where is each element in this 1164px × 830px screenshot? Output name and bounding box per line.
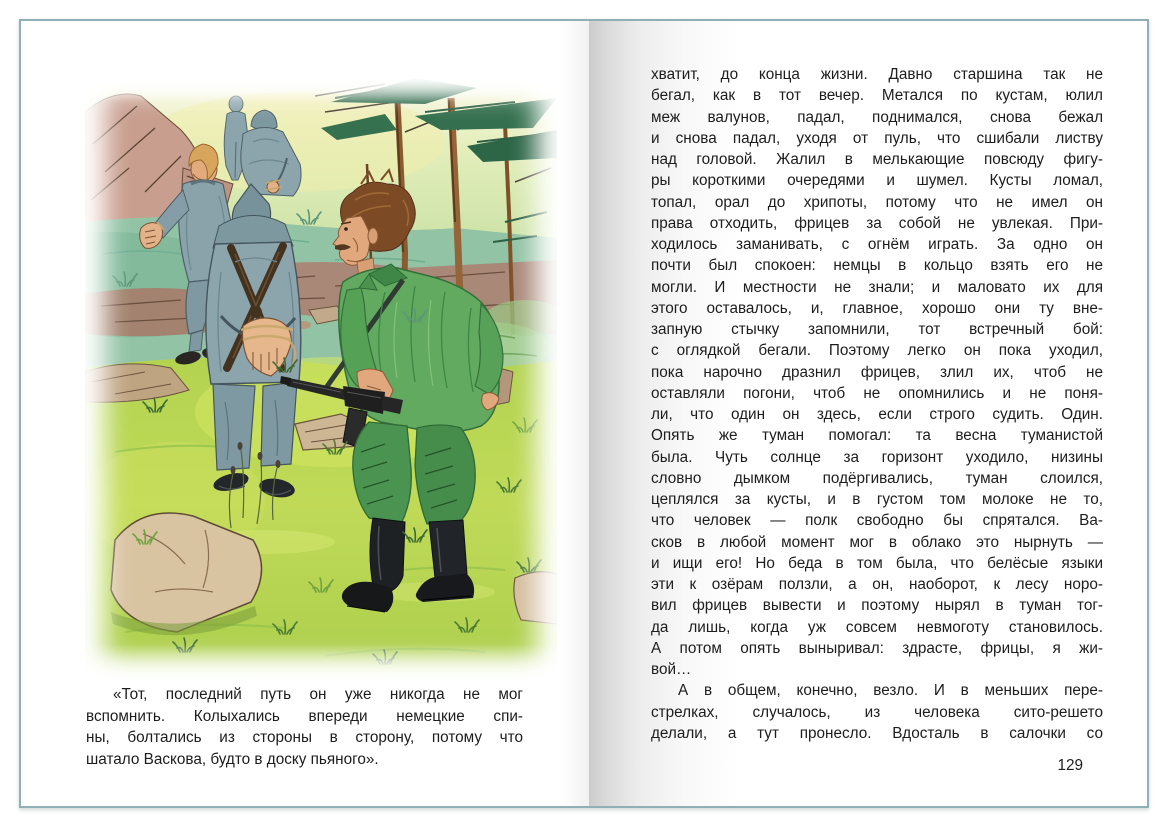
text-line: шатало Васкова, будто в доску пьяного». xyxy=(86,750,379,768)
text-line: «Тот, последний путь он уже никогда не мог xyxy=(113,686,523,703)
text-line: ходилось заманивать, с огнём играть. За одно он xyxy=(651,236,1103,253)
text-line: что человек — полк свободно бы спрятался. Ва- xyxy=(651,512,1103,530)
text-line: цеплялся за кусты, и в густом том молоке не то, xyxy=(651,491,1103,508)
text-line: меж валунов, падал, поднимался, снова бежал xyxy=(651,108,1103,126)
illustration-vaskov-escorting-prisoners xyxy=(85,72,557,682)
text-line: с оглядкой бегали. Поэтому легко он пока уходил, xyxy=(651,342,1103,360)
fade-bottom xyxy=(85,644,557,682)
text-line: топал, орал до хрипоты, потому что не имел он xyxy=(651,193,1103,211)
body-text xyxy=(651,64,1103,744)
text-line: словно дымком подёргивались, туман слоился, xyxy=(651,469,1103,487)
text-line: над головой. Жалил в мелькающие повсюду фигу- xyxy=(651,151,1103,168)
text-line: хватит, до конца жизни. Давно старшина так не xyxy=(651,66,1103,83)
text-line: и ищи его! Но беда в том была, что белёсые языки xyxy=(651,554,1103,572)
text-line: эти к озёрам ползли, а он, наоборот, к лесу норо- xyxy=(651,576,1103,593)
fade-top xyxy=(85,72,557,102)
text-line: этого оставалось, и, главное, хорошо они ту вне- xyxy=(651,299,1103,317)
text-line: ны, болтались из стороны в сторону, потому что xyxy=(86,729,523,746)
text-line: вспомнить. Колыхались впереди немецкие спи- xyxy=(86,707,523,725)
text-line: оставляли погони, чтоб не опомнились и не поня- xyxy=(651,384,1103,402)
text-line: стрелках, случалось, из человека сито-решето xyxy=(651,703,1103,721)
text-line: вой… xyxy=(651,661,692,678)
text-line: да лишь, когда уж совсем невмоготу становилось. xyxy=(651,618,1103,636)
book-spread xyxy=(19,19,1149,808)
text-line: Опять же туман помогал: та весна туманистой xyxy=(651,427,1103,445)
text-line: А в общем, конечно, везло. И в меньших пере- xyxy=(678,682,1103,700)
text-line: А потом опять выныривал: здрасте, фрицы, я жи- xyxy=(651,639,1103,657)
text-line: права отходить, фрицев за собой не увлекая. При- xyxy=(651,214,1103,232)
text-line: пока нарочно дразнил фрицев, злил их, чтоб не xyxy=(651,363,1103,381)
text-line: почти был спокоен: немцы в кольцо взять его не xyxy=(651,257,1103,275)
text-line: была. Чуть солнце за горизонт уходило, низины xyxy=(651,448,1103,466)
illustration-svg xyxy=(85,72,557,682)
illustration-caption xyxy=(86,684,523,770)
text-line: запную стычку запомнили, тот встречный бой: xyxy=(651,321,1103,338)
text-line: и снова падал, уходя от пуль, что сшибали листву xyxy=(651,129,1103,147)
text-line: сков в любой момент мог в облако это нырнуть — xyxy=(651,533,1103,551)
text-line: вил фрицев вывести и поэтому нырял в туман тог- xyxy=(651,597,1103,615)
text-line: ли, что один он здесь, если строго судить. Один. xyxy=(651,406,1103,423)
page-number: 129 xyxy=(1057,757,1083,774)
page-left xyxy=(21,21,589,806)
text-line: делали, а тут пронесло. Вдосталь в салочки со xyxy=(651,724,1103,742)
text-line: ры короткими очередями и шумел. Кусты ломал, xyxy=(651,172,1103,190)
text-line: бегал, как в тот вечер. Метался по кустам, юлил xyxy=(651,87,1103,105)
text-line: могли. И местности не знали; и маловато их для xyxy=(651,278,1103,296)
